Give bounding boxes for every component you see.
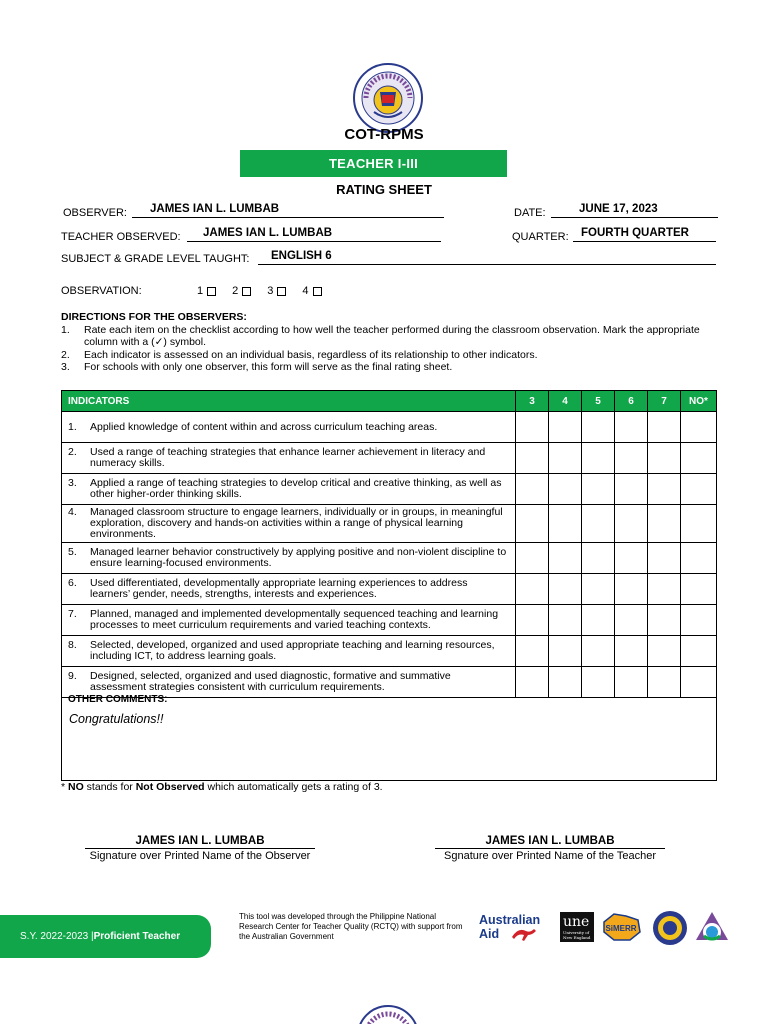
quarter-line[interactable] bbox=[573, 228, 716, 242]
form-subtitle: RATING SHEET bbox=[336, 182, 432, 197]
score-cell[interactable] bbox=[582, 574, 615, 605]
indicator-cell: 1. Applied knowledge of content within and across curriculum teaching areas. bbox=[62, 412, 516, 443]
checkbox-icon[interactable] bbox=[277, 287, 286, 296]
column-header: 3 bbox=[516, 391, 549, 412]
table-row bbox=[62, 474, 717, 505]
observer-value: JAMES IAN L. LUMBAB bbox=[150, 203, 280, 215]
quarter-label: QUARTER: bbox=[512, 231, 569, 243]
score-cell[interactable] bbox=[615, 543, 648, 574]
teacher-signature-caption: Sgnature over Printed Name of the Teacher bbox=[444, 850, 656, 862]
column-header: 6 bbox=[615, 391, 648, 412]
column-header: 5 bbox=[582, 391, 615, 412]
school-year-badge: S.Y. 2022-2023 | Proficient Teacher bbox=[0, 915, 211, 958]
observer-label: OBSERVER: bbox=[63, 207, 127, 219]
indicators-header: INDICATORS bbox=[62, 391, 516, 412]
score-cell[interactable] bbox=[549, 636, 582, 667]
score-cell[interactable] bbox=[516, 474, 549, 505]
score-cell[interactable] bbox=[615, 505, 648, 543]
date-label: DATE: bbox=[514, 207, 546, 219]
score-cell[interactable] bbox=[516, 412, 549, 443]
score-cell[interactable] bbox=[582, 443, 615, 474]
score-cell[interactable] bbox=[615, 443, 648, 474]
score-cell[interactable] bbox=[615, 636, 648, 667]
score-cell[interactable] bbox=[615, 474, 648, 505]
teacher-value: JAMES IAN L. LUMBAB bbox=[203, 227, 333, 239]
une-logo: une University of New England bbox=[560, 912, 594, 942]
column-header: 4 bbox=[549, 391, 582, 412]
indicator-cell: 9. Designed, selected, organized and used diagnostic, formative and summative assessment strategies consistent with curriculum requirements. bbox=[62, 667, 516, 698]
comments-label: OTHER COMMENTS: bbox=[68, 694, 168, 705]
score-cell[interactable] bbox=[516, 605, 549, 636]
aid-line-2: Aid bbox=[479, 927, 500, 941]
table-row bbox=[62, 636, 717, 667]
observation-option-1[interactable]: 1 bbox=[197, 285, 216, 297]
score-cell[interactable] bbox=[615, 605, 648, 636]
score-cell[interactable] bbox=[549, 412, 582, 443]
directions-heading: DIRECTIONS FOR THE OBSERVERS: bbox=[61, 311, 247, 323]
score-cell[interactable] bbox=[681, 605, 717, 636]
score-cell[interactable] bbox=[615, 574, 648, 605]
score-cell[interactable] bbox=[582, 543, 615, 574]
direction-item: 2. Each indicator is assessed on an individual basis, regardless of its relationship to other indicators. bbox=[61, 348, 538, 361]
direction-item: 3. For schools with only one observer, this form will serve as the final rating sheet. bbox=[61, 361, 453, 373]
teacher-line[interactable] bbox=[187, 228, 441, 242]
simerr-logo bbox=[600, 910, 642, 944]
aid-line-1: Australian bbox=[479, 913, 541, 927]
table-row bbox=[62, 505, 717, 543]
score-cell[interactable] bbox=[648, 412, 681, 443]
score-cell[interactable] bbox=[648, 505, 681, 543]
deped-seal-logo bbox=[352, 62, 424, 134]
subject-line[interactable] bbox=[258, 251, 716, 265]
score-cell[interactable] bbox=[516, 443, 549, 474]
teacher-label: TEACHER OBSERVED: bbox=[61, 231, 181, 243]
column-header: NO* bbox=[681, 391, 717, 412]
score-cell[interactable] bbox=[681, 505, 717, 543]
column-header: 7 bbox=[648, 391, 681, 412]
table-row bbox=[62, 543, 717, 574]
observation-option-3[interactable]: 3 bbox=[267, 285, 286, 297]
table-header-row bbox=[62, 391, 717, 412]
table-row bbox=[62, 605, 717, 636]
score-cell[interactable] bbox=[516, 505, 549, 543]
score-cell[interactable] bbox=[648, 605, 681, 636]
observation-option-4[interactable]: 4 bbox=[302, 285, 321, 297]
score-cell[interactable] bbox=[615, 412, 648, 443]
checkbox-icon[interactable] bbox=[207, 287, 216, 296]
date-value: JUNE 17, 2023 bbox=[579, 203, 658, 215]
score-cell[interactable] bbox=[549, 443, 582, 474]
date-line[interactable] bbox=[551, 204, 718, 218]
score-cell[interactable] bbox=[648, 474, 681, 505]
observer-line[interactable] bbox=[132, 204, 444, 218]
comments-text: Congratulations!! bbox=[69, 712, 164, 726]
checkbox-icon[interactable] bbox=[242, 287, 251, 296]
comments-box[interactable] bbox=[61, 693, 717, 781]
indicators-table bbox=[61, 390, 717, 698]
subject-value: ENGLISH 6 bbox=[271, 250, 332, 262]
direction-item: 1. Rate each item on the checklist according to how well the teacher performed during the classroom observation. Mark the appropriate column with a (✓) symbol. bbox=[61, 323, 700, 348]
score-cell[interactable] bbox=[681, 443, 717, 474]
teacher-level-band: TEACHER I-III bbox=[240, 150, 507, 177]
indicator-cell: 7. Planned, managed and implemented developmentally sequenced teaching and learning processes to meet curriculum requirements and varied teaching contexts. bbox=[62, 605, 516, 636]
indicator-cell: 2. Used a range of teaching strategies that enhance learner achievement in literacy and numeracy skills. bbox=[62, 443, 516, 474]
rctq-logo-icon bbox=[694, 910, 730, 946]
score-cell[interactable] bbox=[648, 543, 681, 574]
score-cell[interactable] bbox=[648, 574, 681, 605]
subject-label: SUBJECT & GRADE LEVEL TAUGHT: bbox=[61, 253, 250, 265]
score-cell[interactable] bbox=[681, 412, 717, 443]
score-cell[interactable] bbox=[648, 443, 681, 474]
svg-text:SiMERR: SiMERR bbox=[605, 924, 637, 933]
score-cell[interactable] bbox=[549, 543, 582, 574]
score-cell[interactable] bbox=[681, 574, 717, 605]
observation-row bbox=[61, 285, 338, 297]
indicator-cell: 4. Managed classroom structure to engage learners, individually or in groups, in meaningful exploration, discovery and hands-on activities within a range of physical learning environments. bbox=[62, 505, 516, 543]
table-row bbox=[62, 574, 717, 605]
score-cell[interactable] bbox=[549, 574, 582, 605]
quarter-value: FOURTH QUARTER bbox=[581, 227, 689, 239]
table-row bbox=[62, 412, 717, 443]
score-cell[interactable] bbox=[549, 474, 582, 505]
score-cell[interactable] bbox=[681, 474, 717, 505]
indicator-cell: 5. Managed learner behavior constructively by applying positive and non-violent discipline to ensure learning-focused environments. bbox=[62, 543, 516, 574]
score-cell[interactable] bbox=[549, 605, 582, 636]
checkbox-icon[interactable] bbox=[313, 287, 322, 296]
table-row bbox=[62, 443, 717, 474]
footnote: * NO stands for Not Observed which automatically gets a rating of 3. bbox=[61, 781, 383, 793]
score-cell[interactable] bbox=[582, 636, 615, 667]
observer-signature-name: JAMES IAN L. LUMBAB bbox=[85, 835, 315, 849]
australian-aid-logo bbox=[478, 911, 552, 945]
indicator-cell: 8. Selected, developed, organized and used appropriate teaching and learning resources, including ICT, to address learning goals. bbox=[62, 636, 516, 667]
institution-seal-icon bbox=[652, 910, 688, 946]
indicator-cell: 6. Used differentiated, developmentally appropriate learning experiences to address learners’ gender, needs, strengths, interests and experiences. bbox=[62, 574, 516, 605]
score-cell[interactable] bbox=[681, 636, 717, 667]
directions bbox=[61, 311, 701, 374]
tool-credit-text: This tool was developed through the Philippine National Research Center for Teacher Quality (RCTQ) with support from the Australian Government bbox=[239, 912, 463, 941]
score-cell[interactable] bbox=[516, 543, 549, 574]
score-cell[interactable] bbox=[516, 636, 549, 667]
score-cell[interactable] bbox=[516, 574, 549, 605]
teacher-signature bbox=[435, 835, 665, 862]
score-cell[interactable] bbox=[582, 412, 615, 443]
observer-signature-caption: Signature over Printed Name of the Observer bbox=[89, 850, 311, 862]
observer-signature bbox=[85, 835, 315, 862]
score-cell[interactable] bbox=[648, 636, 681, 667]
score-cell[interactable] bbox=[681, 543, 717, 574]
score-cell[interactable] bbox=[549, 505, 582, 543]
observation-option-2[interactable]: 2 bbox=[232, 285, 251, 297]
teacher-signature-name: JAMES IAN L. LUMBAB bbox=[435, 835, 665, 849]
form-title: COT-RPMS bbox=[344, 126, 424, 143]
score-cell[interactable] bbox=[582, 474, 615, 505]
observation-label: OBSERVATION: bbox=[61, 285, 142, 297]
deped-seal-partial-logo bbox=[356, 1004, 420, 1024]
indicator-cell: 3. Applied a range of teaching strategies to develop critical and creative thinking, as well as other higher-order thinking skills. bbox=[62, 474, 516, 505]
score-cell[interactable] bbox=[582, 505, 615, 543]
kangaroo-icon bbox=[512, 929, 536, 941]
score-cell[interactable] bbox=[582, 605, 615, 636]
